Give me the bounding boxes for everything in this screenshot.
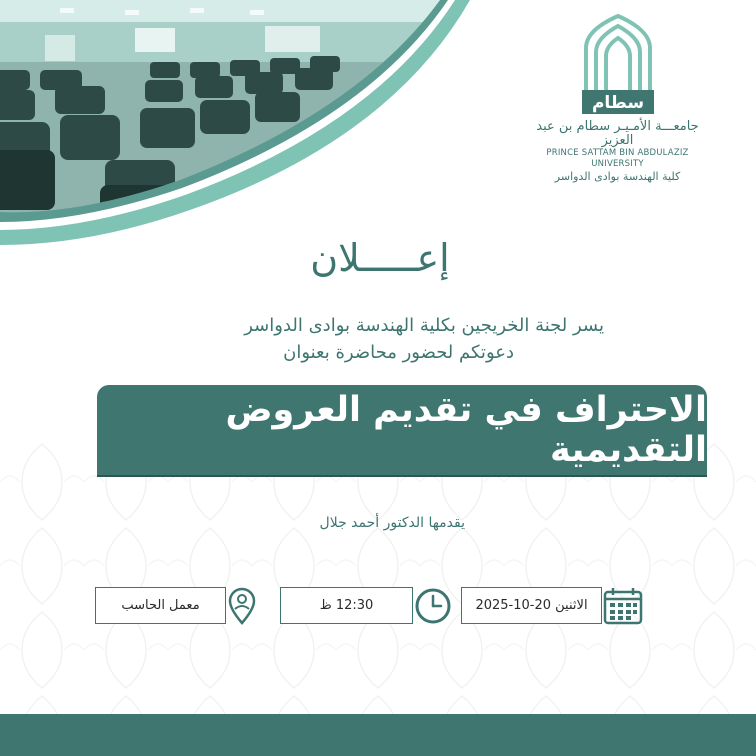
time-value: 12:30 ظ <box>319 598 374 613</box>
presenter-line: يقدمها الدكتور أحمد جلال <box>319 515 465 531</box>
logo-brand-text: سطام <box>591 93 644 113</box>
location-pin-icon <box>227 586 257 626</box>
time-box <box>280 587 413 624</box>
intro-line-2: دعوتكم لحضور محاضرة بعنوان <box>283 342 514 363</box>
footer-band <box>0 714 756 756</box>
intro-line-1: يسر لجنة الخريجين بكلية الهندسة بوادى الدواسر <box>244 315 604 336</box>
announcement-heading: إعـــــلان <box>310 236 450 280</box>
lecture-title: الاحتراف في تقديم العروض التقديمية <box>225 390 707 470</box>
intro-text <box>100 312 604 366</box>
date-box <box>461 587 602 624</box>
university-name-english: PRINCE SATTAM BIN ABDULAZIZ UNIVERSITY <box>546 148 689 169</box>
lecture-hall-photo <box>0 0 470 250</box>
lecture-title-banner <box>97 385 707 477</box>
location-box <box>95 587 226 624</box>
background-pattern <box>0 440 756 715</box>
date-value: الاثنين 20-10-2025 <box>475 598 588 613</box>
university-name-arabic: جامعـــة الأمـيـر سطام بن عبد العزيز <box>536 119 699 148</box>
location-value: معمل الحاسب <box>121 598 200 613</box>
calendar-icon <box>602 586 644 626</box>
college-name: كلية الهندسة بوادى الدواسر <box>554 170 681 183</box>
university-emblem-icon <box>578 12 658 116</box>
university-logo <box>520 12 715 183</box>
clock-icon <box>414 587 452 625</box>
